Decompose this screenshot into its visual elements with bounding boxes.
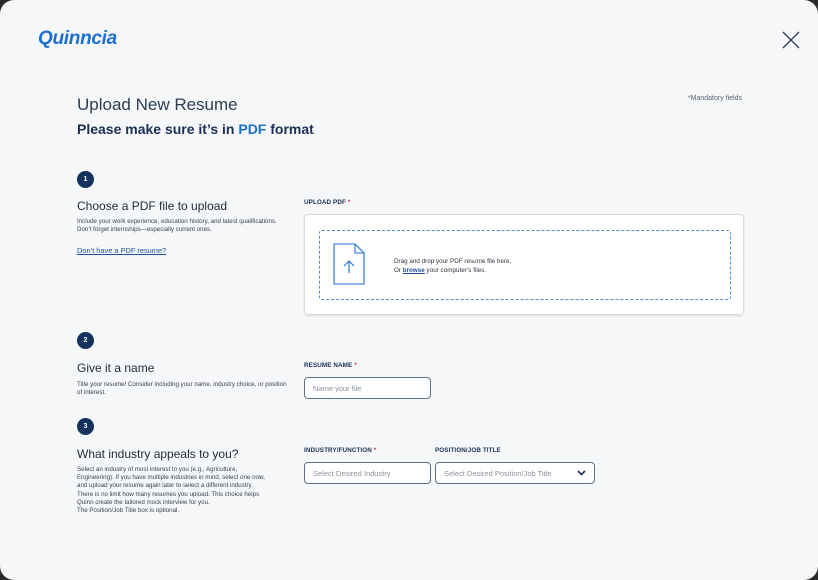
browse-files-link[interactable]: browse — [402, 267, 425, 274]
step-1-badge: 1 — [77, 171, 94, 188]
step-3-description — [77, 466, 302, 515]
required-mark: * — [373, 447, 377, 454]
step-3-description-line: Quinn create the tailored mock interview for you. — [77, 498, 210, 506]
industry-select-placeholder: Select Desired Industry — [313, 468, 391, 478]
industry-select[interactable] — [304, 462, 431, 484]
step-3-description-line: Select an industry of most interest to you (e.g., Agriculture, — [77, 466, 238, 473]
resume-name-label-text: RESUME NAME — [304, 362, 353, 369]
close-icon[interactable] — [780, 29, 802, 51]
dropzone-line-1: Drag and drop your PDF resume file here. — [394, 258, 512, 265]
upload-pdf-label-text: UPLOAD PDF — [304, 199, 346, 206]
step-1-description: Include your work experience, education history, and latest qualifications. Don’t forget internships—especially current ones. — [77, 218, 277, 234]
upload-file-icon — [332, 243, 366, 285]
upload-card — [304, 214, 744, 315]
dropzone-instructions — [394, 257, 511, 275]
dropzone-line-2-suffix: your computer’s files. — [424, 267, 487, 274]
step-2-description: Title your resume! Consider including your name, industry choice, or position of interest. — [77, 381, 287, 397]
step-2-title: Give it a name — [77, 361, 155, 375]
step-2-badge: 2 — [77, 332, 94, 349]
quinncia-logo: Quinncia — [38, 28, 117, 49]
dropzone-line-2-prefix: Or — [394, 267, 403, 274]
dropzone-line-2 — [394, 266, 511, 275]
required-mark: * — [347, 199, 351, 206]
upload-pdf-label — [304, 199, 350, 206]
mandatory-fields-note: *Mandatory fields — [687, 95, 742, 102]
subtitle-accent: PDF — [238, 121, 267, 137]
step-3-description-line: Engineering). If you have multiple industries in mind, select one now, — [77, 474, 265, 482]
required-mark: * — [354, 362, 357, 369]
position-label: POSITION/JOB TITLE — [435, 447, 501, 454]
step-3-description-line: and upload your resume again later to select a different industry. — [77, 482, 253, 490]
position-select-placeholder: Select Desired Position/Job Title — [444, 468, 552, 478]
pdf-dropzone[interactable] — [319, 230, 731, 300]
step-3-description-line: The Position/Job Title box is optional. — [77, 507, 180, 515]
resume-name-input[interactable] — [304, 377, 431, 399]
resume-name-label — [304, 362, 357, 369]
step-3-badge: 3 — [77, 418, 94, 435]
step-3-description-line: There is no limit how many resumes you upload. This choice helps — [77, 490, 260, 498]
step-3-title: What industry appeals to you? — [77, 447, 239, 461]
page-subtitle — [77, 121, 314, 137]
subtitle-prefix: Please make sure it’s in — [77, 121, 239, 137]
chevron-down-icon — [577, 470, 586, 476]
step-1-title: Choose a PDF file to upload — [77, 199, 228, 213]
industry-label-text: INDUSTRY/FUNCTION — [304, 447, 372, 454]
industry-label — [304, 447, 376, 454]
position-select[interactable] — [435, 462, 595, 484]
no-pdf-resume-link[interactable]: Don’t have a PDF resume? — [77, 246, 167, 255]
subtitle-suffix: format — [266, 121, 314, 137]
page-title: Upload New Resume — [77, 95, 238, 114]
